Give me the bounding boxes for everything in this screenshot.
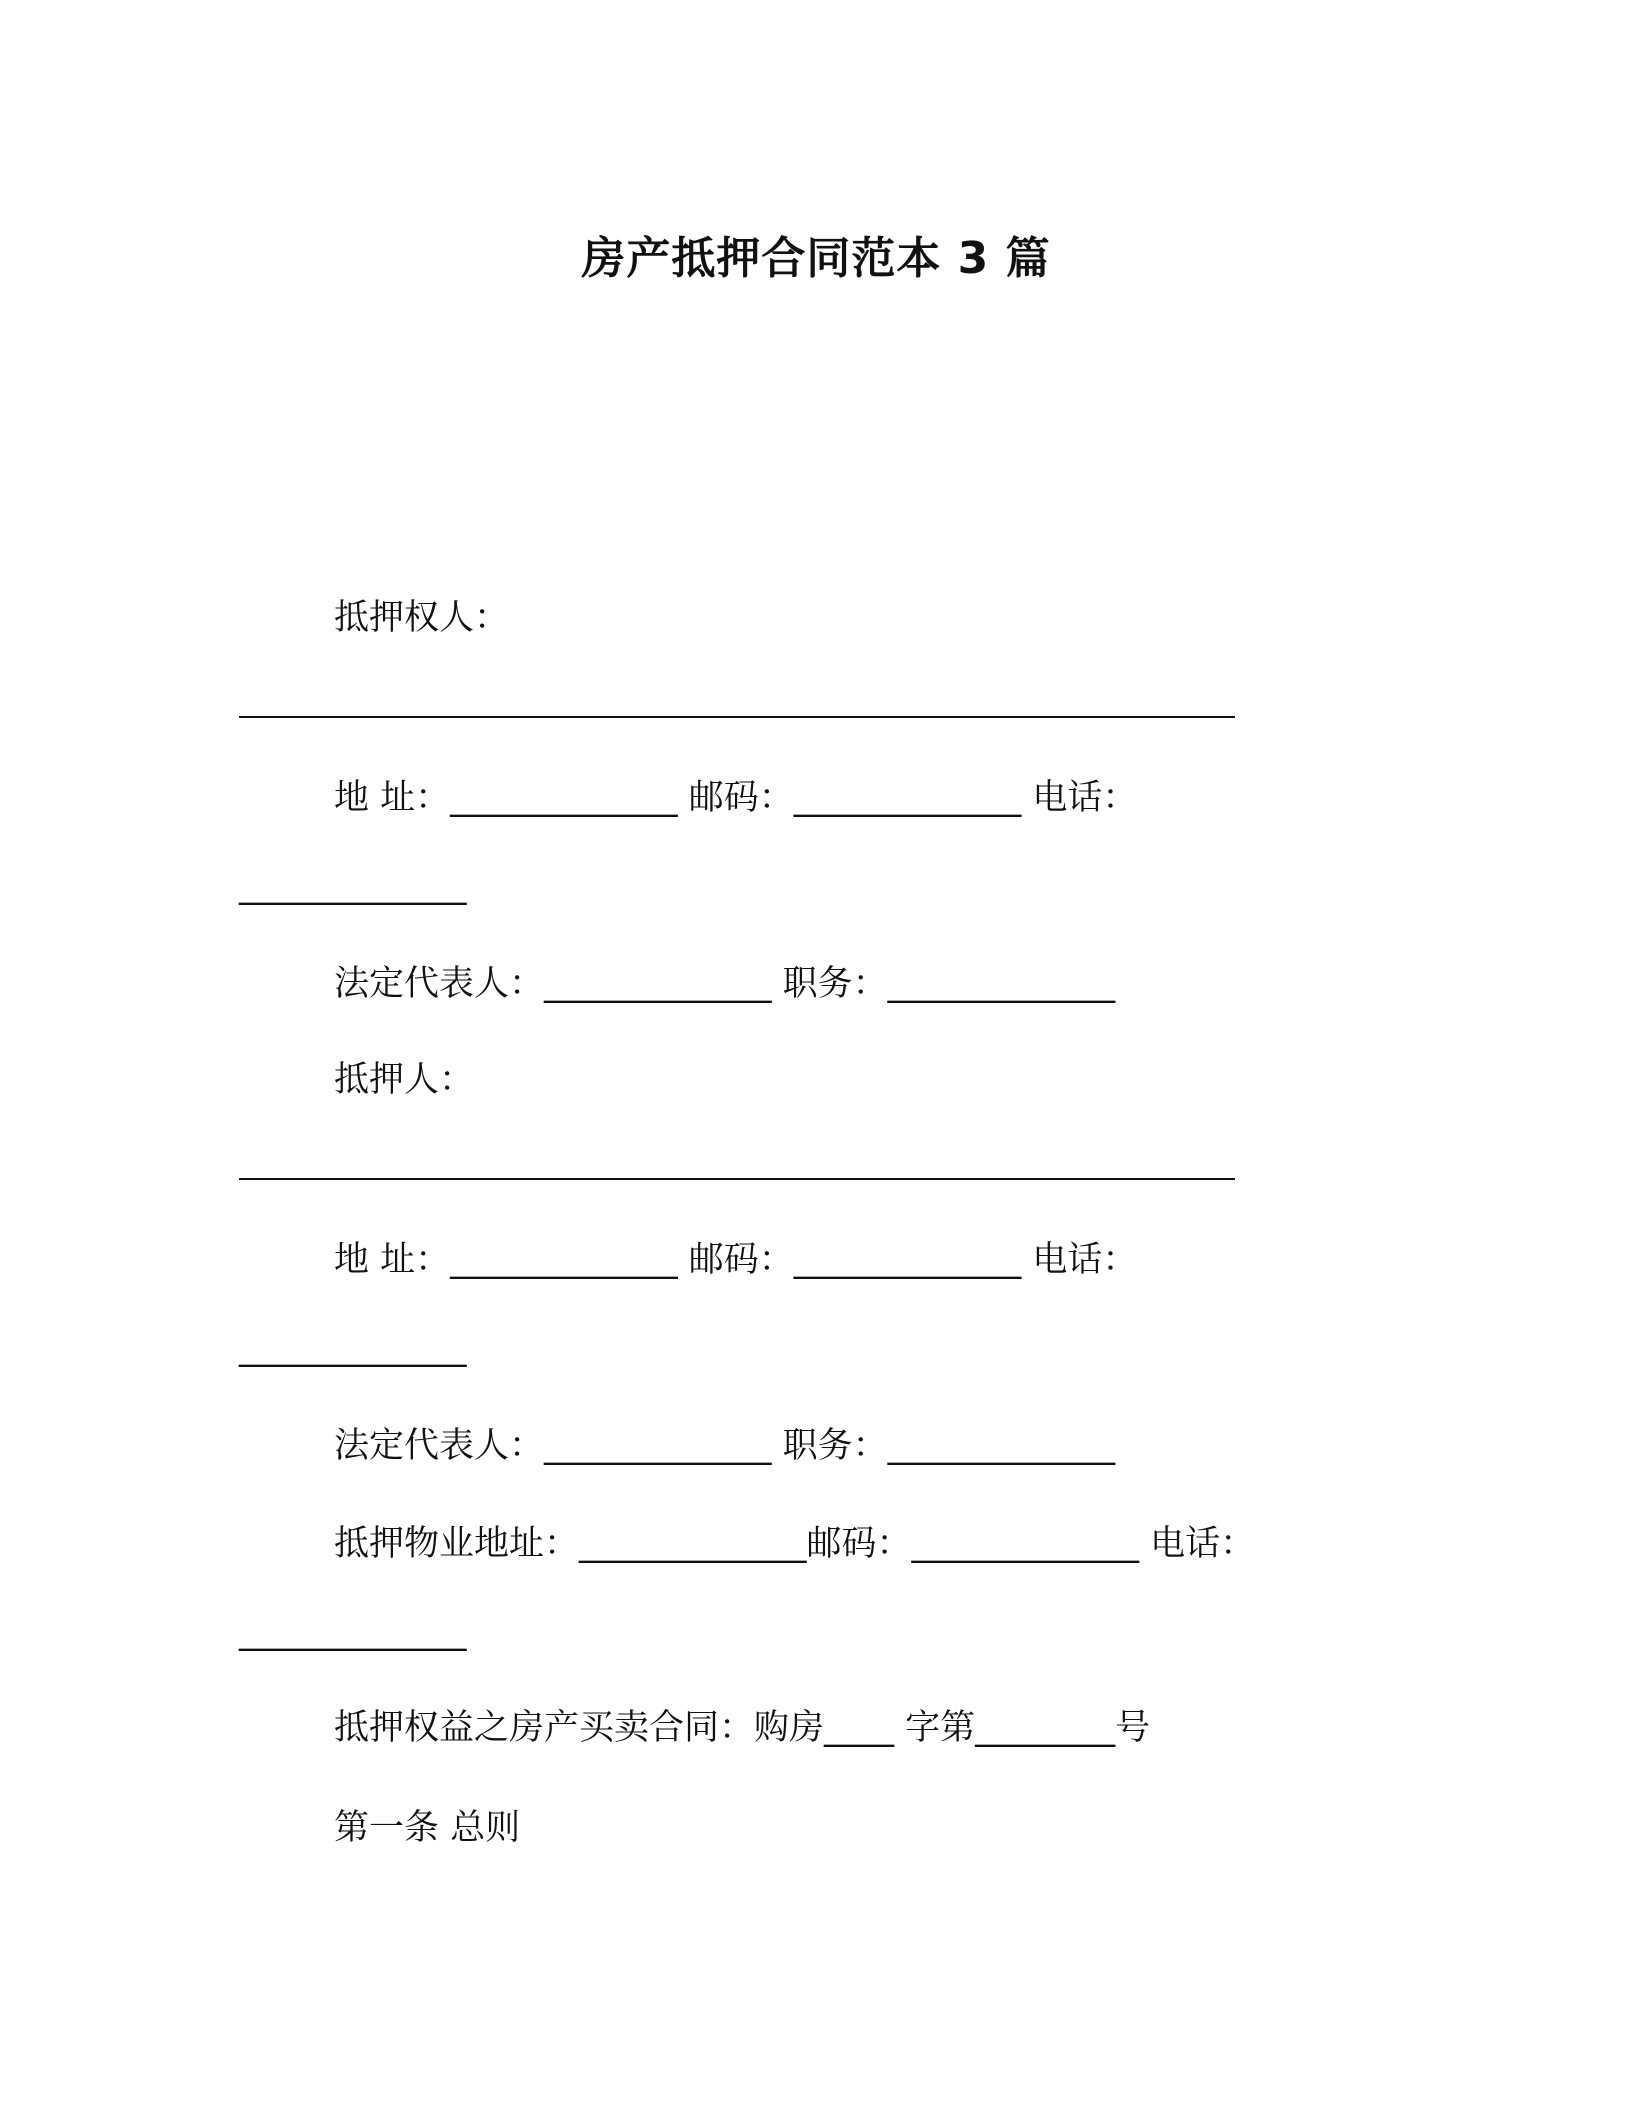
property-address-line: 抵押物业地址：_____________邮码：_____________ 电话：	[334, 1524, 1256, 1564]
mortgagor-representative-line: 法定代表人：_____________ 职务：_____________	[334, 1426, 1116, 1466]
mortgagor-phone-blank: _____________	[239, 1328, 467, 1368]
property-phone-blank: _____________	[239, 1612, 467, 1652]
mortgagee-representative-line: 法定代表人：_____________ 职务：_____________	[334, 964, 1116, 1004]
mortgagor-label: 抵押人：	[334, 1060, 475, 1100]
mortgagee-address-line: 地 址：_____________ 邮码：_____________ 电话：	[334, 778, 1138, 818]
document-title: 房产抵押合同范本 3 篇	[581, 233, 1051, 284]
mortgagor-address-line: 地 址：_____________ 邮码：_____________ 电话：	[334, 1240, 1138, 1280]
mortgagee-phone-blank: _____________	[239, 866, 467, 906]
mortgagor-name-blank-line	[239, 1178, 1235, 1180]
contract-reference-line: 抵押权益之房产买卖合同：购房____ 字第________号	[334, 1708, 1151, 1748]
article-one-heading: 第一条 总则	[334, 1808, 521, 1848]
mortgagee-label: 抵押权人：	[334, 598, 510, 638]
mortgagee-name-blank-line	[239, 716, 1235, 718]
